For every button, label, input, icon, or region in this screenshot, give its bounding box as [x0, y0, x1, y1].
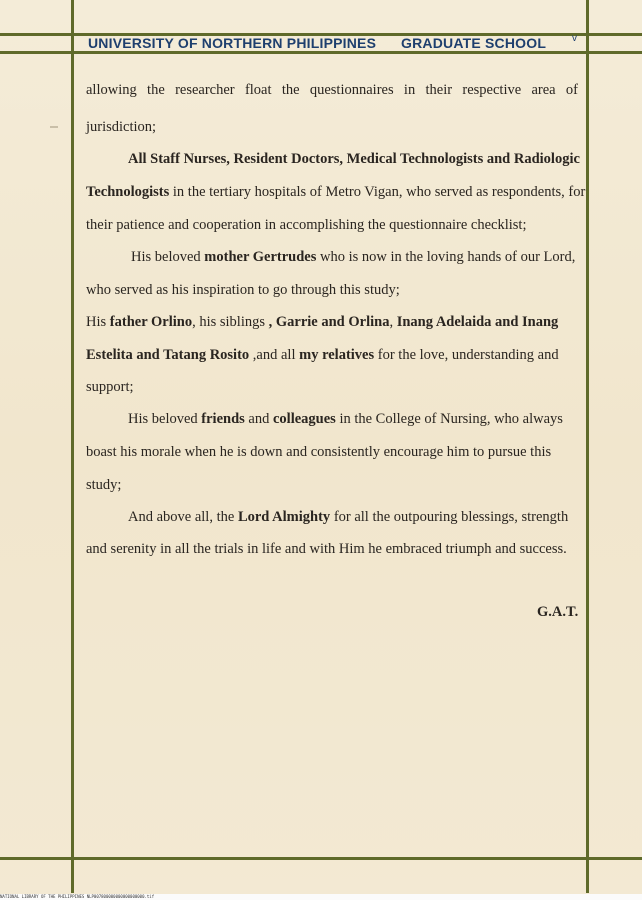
text-line: His father Orlino, his siblings , Garrie and Orlina, Inang Adelaida and Inang — [86, 314, 559, 330]
text-line: their patience and cooperation in accomplishing the questionnaire checklist; — [86, 217, 527, 233]
text-line: and serenity in all the trials in life and with Him he embraced triumph and success. — [86, 541, 567, 557]
text-line: And above all, the Lord Almighty for all the outpouring blessings, strength — [128, 509, 569, 525]
text-line: boast his morale when he is down and consistently encourage him to pursue this — [86, 444, 552, 460]
footer-rule — [0, 857, 642, 860]
right-border-line — [586, 0, 589, 893]
text-line: allowing the researcher float the questionnaires in their respective area of — [86, 82, 578, 98]
school-name: GRADUATE SCHOOL — [401, 35, 547, 51]
text-line: jurisdiction; — [86, 119, 157, 135]
text-line: All Staff Nurses, Resident Doctors, Medical Technologists and Radiologic — [128, 151, 580, 167]
text-line: support; — [86, 379, 134, 395]
university-name: UNIVERSITY OF NORTHERN PHILIPPINES — [88, 35, 377, 51]
text-line: study; — [86, 477, 122, 493]
scan-mark — [50, 126, 58, 128]
text-line: Estelita and Tatang Rosito ,and all my relatives for the love, understanding and — [86, 347, 559, 363]
signature-initials: G.A.T. — [537, 604, 579, 620]
text-line: Technologists in the tertiary hospitals of Metro Vigan, who served as respondents, for — [86, 184, 586, 200]
page-number: v — [572, 33, 578, 44]
page-header — [88, 35, 588, 51]
text-line: who served as his inspiration to go through this study; — [86, 282, 400, 298]
text-line: His beloved friends and colleagues in the College of Nursing, who always — [128, 411, 563, 427]
header-bottom-rule — [0, 51, 642, 54]
scan-footer: NATIONAL LIBRARY OF THE PHILIPPINES NLP007800000000000000000.tif — [0, 894, 642, 900]
text-line: His beloved mother Gertrudes who is now in the loving hands of our Lord, — [131, 249, 576, 265]
left-border-line — [71, 0, 74, 893]
